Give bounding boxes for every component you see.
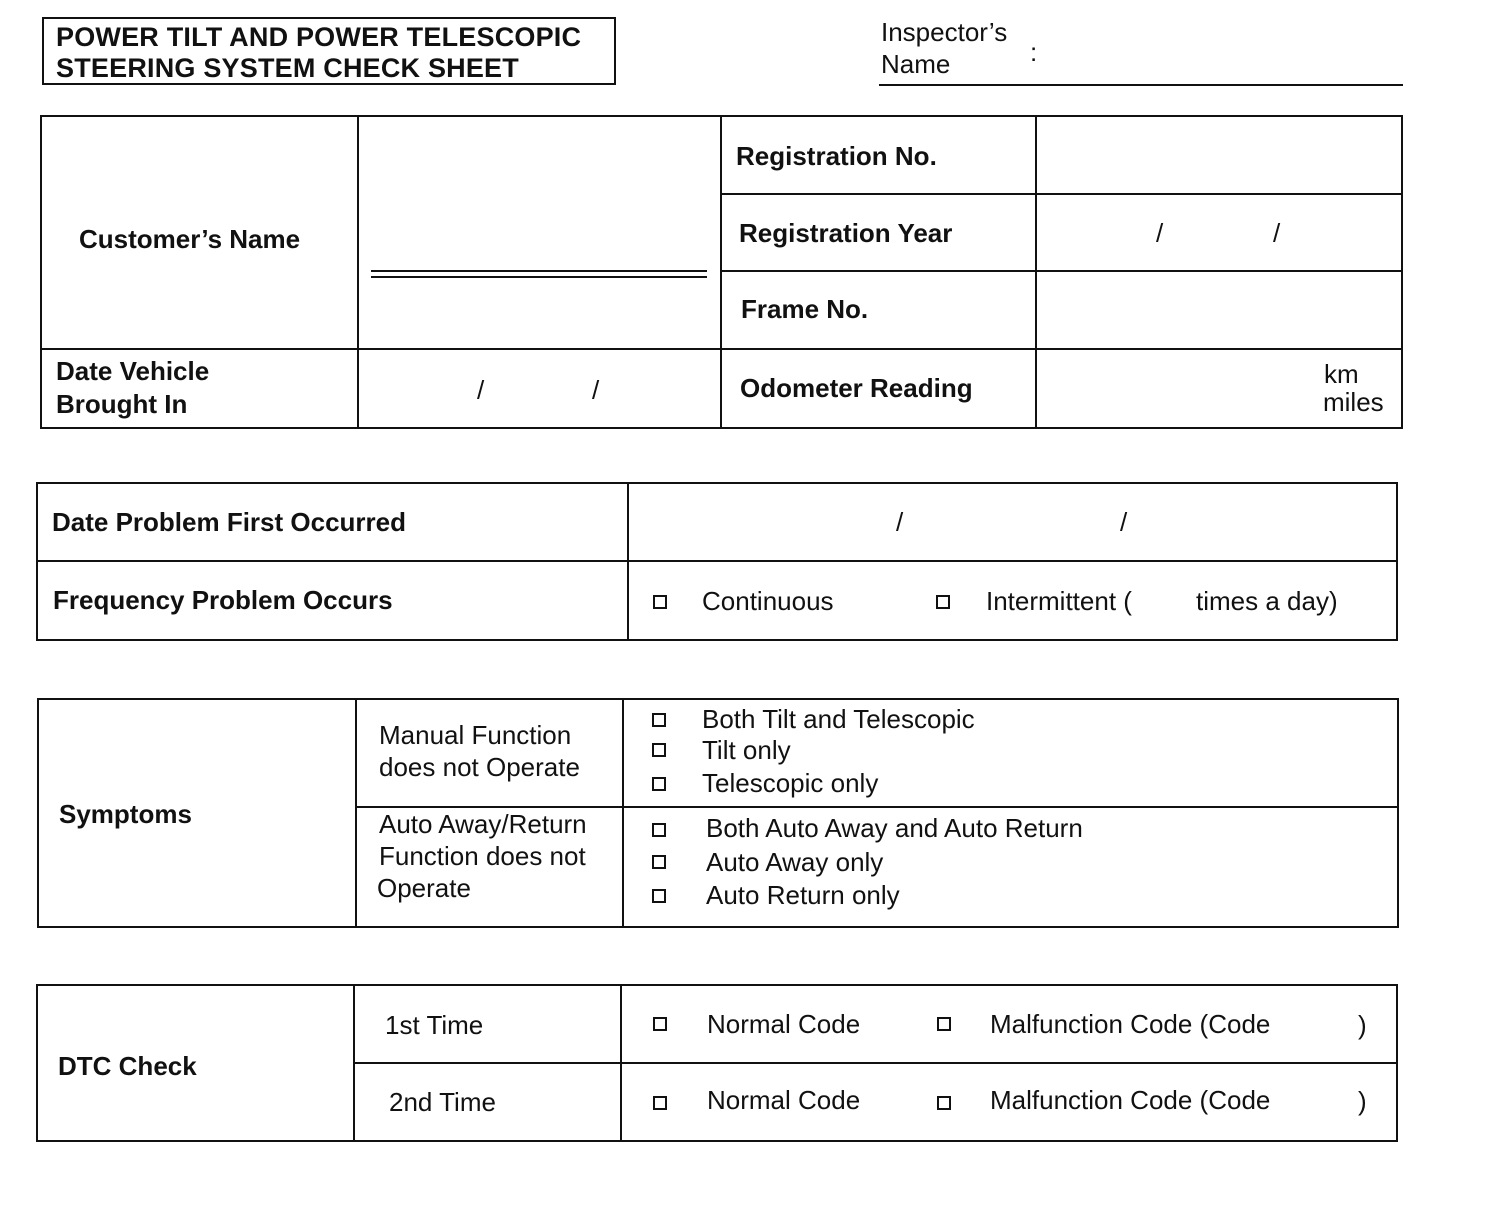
inspector-colon: : bbox=[1030, 37, 1038, 67]
inspector-name-field[interactable] bbox=[879, 84, 1403, 86]
customer-name-label-cell bbox=[41, 116, 358, 349]
first-malfunction-close-paren: ) bbox=[1358, 1010, 1367, 1040]
second-malfunction-close-paren: ) bbox=[1358, 1086, 1367, 1116]
manual-function-options bbox=[623, 699, 1398, 807]
both-auto-away-return-label: Both Auto Away and Auto Return bbox=[706, 813, 1083, 843]
second-time-label: 2nd Time bbox=[389, 1087, 496, 1117]
first-time-label: 1st Time bbox=[385, 1010, 484, 1040]
first-normal-code-label: Normal Code bbox=[707, 1009, 861, 1039]
intermittent-checkbox[interactable] bbox=[936, 595, 950, 609]
date-first-occurred-label: Date Problem First Occurred bbox=[52, 507, 406, 537]
date-brought-in-label-cell bbox=[41, 349, 358, 428]
unit-miles: miles bbox=[1323, 387, 1384, 417]
date-separator: / bbox=[896, 507, 904, 537]
date-separator: / bbox=[592, 375, 600, 405]
symptoms-label-cell bbox=[38, 699, 356, 927]
first-malfunction-code-label: Malfunction Code (Code bbox=[990, 1009, 1271, 1039]
vehicle-info-table bbox=[40, 115, 1403, 429]
second-time-label-cell bbox=[354, 1063, 621, 1141]
symptoms-table bbox=[37, 698, 1399, 928]
tilt-only-checkbox[interactable] bbox=[652, 743, 666, 757]
form-title-line1: POWER TILT AND POWER TELESCOPIC bbox=[56, 22, 582, 52]
first-malfunction-code-checkbox[interactable] bbox=[937, 1017, 951, 1031]
inspector-label-line1: Inspector’s bbox=[881, 17, 1008, 47]
manual-function-label-line1: Manual Function bbox=[379, 720, 572, 750]
frequency-field bbox=[628, 561, 1397, 640]
auto-return-only-checkbox[interactable] bbox=[652, 889, 666, 903]
registration-no-label: Registration No. bbox=[736, 141, 937, 171]
registration-no-label-cell bbox=[721, 116, 1036, 194]
auto-function-label-line3: Operate bbox=[377, 873, 471, 903]
tilt-only-label: Tilt only bbox=[702, 735, 791, 765]
date-brought-in-field[interactable] bbox=[358, 349, 721, 428]
date-separator: / bbox=[1120, 507, 1128, 537]
date-brought-in-label-line1: Date Vehicle bbox=[56, 356, 210, 386]
auto-return-only-label: Auto Return only bbox=[706, 880, 900, 910]
first-time-label-cell bbox=[354, 985, 621, 1063]
frequency-label: Frequency Problem Occurs bbox=[53, 585, 393, 615]
times-a-day-label: times a day) bbox=[1196, 586, 1338, 616]
auto-function-label-line1: Auto Away/Return bbox=[379, 809, 587, 839]
intermittent-label: Intermittent ( bbox=[986, 586, 1132, 616]
second-malfunction-code-checkbox[interactable] bbox=[937, 1096, 951, 1110]
second-time-options bbox=[621, 1063, 1397, 1141]
symptoms-label: Symptoms bbox=[59, 799, 192, 829]
frequency-label-cell bbox=[37, 561, 628, 640]
dtc-check-table bbox=[36, 984, 1398, 1142]
frame-no-label-cell bbox=[721, 271, 1036, 349]
both-tilt-telescopic-label: Both Tilt and Telescopic bbox=[702, 704, 975, 734]
auto-away-only-label: Auto Away only bbox=[706, 847, 884, 877]
dtc-check-label: DTC Check bbox=[58, 1051, 197, 1081]
frame-no-label: Frame No. bbox=[741, 294, 869, 324]
auto-away-only-checkbox[interactable] bbox=[652, 855, 666, 869]
manual-function-label-line2: does not Operate bbox=[379, 752, 580, 782]
telescopic-only-label: Telescopic only bbox=[702, 768, 879, 798]
registration-year-field[interactable] bbox=[1036, 194, 1402, 271]
form-title-line2: STEERING SYSTEM CHECK SHEET bbox=[56, 53, 519, 83]
date-brought-in-label-line2: Brought In bbox=[56, 389, 188, 419]
first-time-options bbox=[621, 985, 1397, 1063]
date-separator: / bbox=[1273, 218, 1281, 248]
customer-name-underline bbox=[371, 270, 707, 278]
registration-year-label: Registration Year bbox=[739, 218, 953, 248]
date-first-occurred-field[interactable] bbox=[628, 483, 1397, 561]
second-malfunction-code-label: Malfunction Code (Code bbox=[990, 1085, 1271, 1115]
continuous-label: Continuous bbox=[702, 586, 834, 616]
date-separator: / bbox=[477, 375, 485, 405]
auto-function-options bbox=[623, 807, 1398, 927]
auto-function-label-cell bbox=[356, 807, 623, 927]
second-normal-code-checkbox[interactable] bbox=[653, 1096, 667, 1110]
both-tilt-telescopic-checkbox[interactable] bbox=[652, 713, 666, 727]
date-separator: / bbox=[1156, 218, 1164, 248]
first-normal-code-checkbox[interactable] bbox=[653, 1017, 667, 1031]
odometer-field[interactable] bbox=[1036, 349, 1402, 428]
customer-name-field[interactable] bbox=[358, 116, 721, 349]
registration-no-field[interactable] bbox=[1036, 116, 1402, 194]
auto-function-label-line2: Function does not bbox=[379, 841, 586, 871]
second-normal-code-label: Normal Code bbox=[707, 1085, 861, 1115]
dtc-check-label-cell bbox=[37, 985, 354, 1141]
continuous-checkbox[interactable] bbox=[653, 595, 667, 609]
telescopic-only-checkbox[interactable] bbox=[652, 777, 666, 791]
odometer-label-cell bbox=[721, 349, 1036, 428]
registration-year-label-cell bbox=[721, 194, 1036, 271]
frame-no-field[interactable] bbox=[1036, 271, 1402, 349]
form-title-box bbox=[42, 17, 616, 85]
date-first-occurred-label-cell bbox=[37, 483, 628, 561]
problem-info-table bbox=[36, 482, 1398, 641]
unit-km: km bbox=[1324, 359, 1359, 389]
customer-name-label: Customer’s Name bbox=[79, 224, 301, 254]
manual-function-label-cell bbox=[356, 699, 623, 807]
odometer-label: Odometer Reading bbox=[740, 373, 973, 403]
inspector-label-line2: Name bbox=[881, 49, 951, 79]
both-auto-away-return-checkbox[interactable] bbox=[652, 823, 666, 837]
